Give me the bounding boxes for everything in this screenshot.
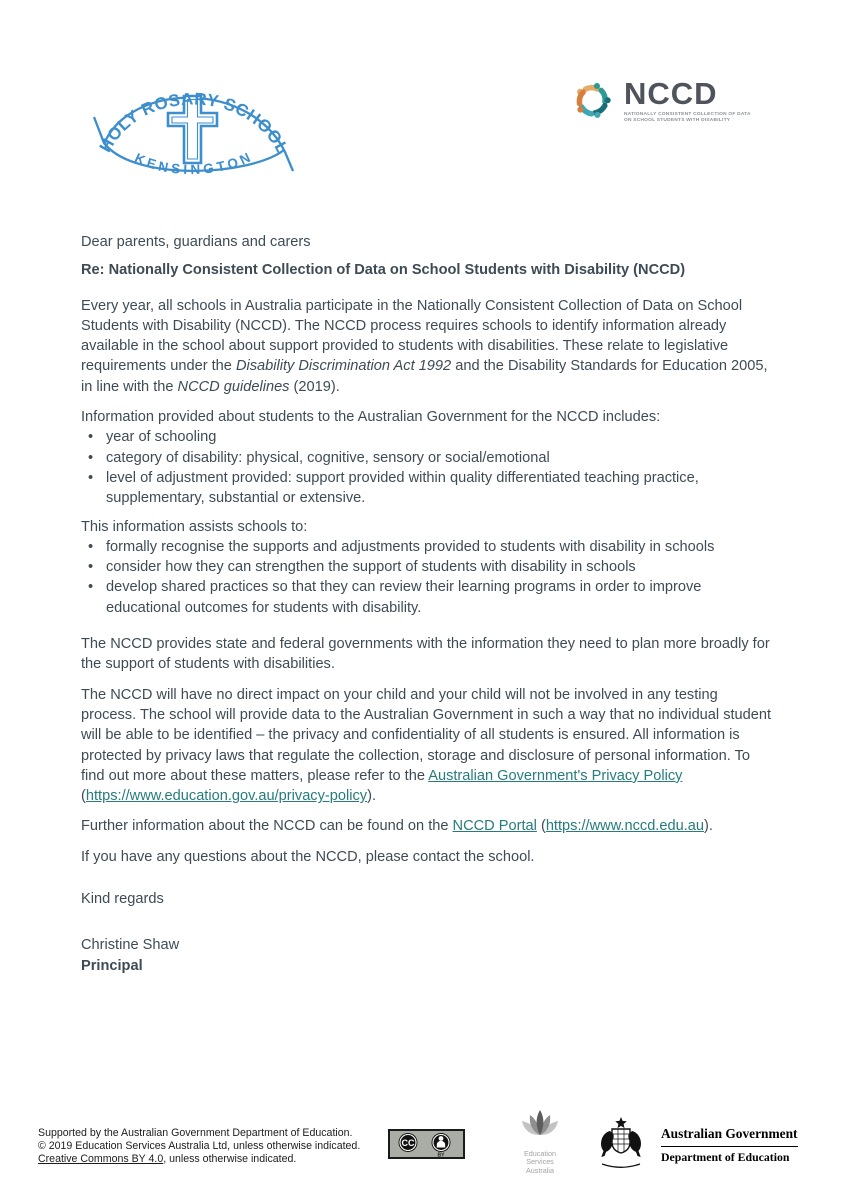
bullet-item (81, 537, 773, 557)
holy-rosary-school-logo (92, 70, 294, 190)
subject-line: Re: Nationally Consistent Collection of Data on School Students with Disability (NCCD) (81, 262, 686, 279)
esa-lotus-icon (519, 1130, 561, 1147)
bullet-list-assists-schools (81, 537, 773, 618)
inline-link[interactable]: https://www.nccd.edu.au (545, 818, 704, 835)
inline-link[interactable]: Creative Commons BY 4.0 (38, 1152, 164, 1165)
school-eye-cross-icon (92, 70, 294, 190)
nccd-tagline-line1: NATIONALLY CONSISTENT COLLECTION OF DATA (624, 112, 751, 117)
creative-commons-by-badge-icon (388, 1129, 465, 1159)
footer-line3 (38, 1153, 368, 1166)
text-segment: (2019). (289, 378, 340, 395)
inline-link[interactable]: https://www.education.gov.au/privacy-policy (85, 788, 368, 805)
salutation: Dear parents, guardians and carers (81, 234, 311, 250)
nccd-tagline-line2: ON SCHOOL STUDENTS WITH DISABILITY (624, 117, 731, 123)
nccd-people-circle-icon (570, 78, 615, 128)
list2-intro: This information assists schools to: (81, 518, 308, 535)
esa-wordmark (496, 1150, 584, 1175)
cc-label: CC (401, 1138, 415, 1148)
text-segment: Further information about the NCCD can be found on the (81, 818, 453, 835)
nccd-acronym: NCCD (624, 76, 718, 111)
text-segment: NCCD guidelines (177, 378, 290, 395)
bullet-icon (81, 448, 106, 468)
esa-line3: Australia (526, 1165, 554, 1175)
by-label: BY (437, 1152, 445, 1159)
paragraph-questions: If you have any questions about the NCCD, please contact the school. (81, 848, 535, 865)
inline-link[interactable]: Australian Government's Privacy Policy (428, 767, 683, 784)
text-segment: ). (367, 788, 376, 805)
education-services-australia-logo (496, 1109, 584, 1175)
school-suburb-arc: KENSINGTON (132, 148, 256, 178)
bullet-item (81, 468, 773, 509)
footer-line1: Supported by the Australian Government Department of Education. (38, 1127, 353, 1139)
signature-name: Christine Shaw (81, 937, 180, 954)
gov-wordmark (661, 1126, 798, 1165)
footer-attribution (38, 1127, 368, 1165)
bullet-item-text: consider how they can strengthen the support of students with disability in schools (106, 559, 636, 576)
closing: Kind regards (81, 891, 164, 908)
australian-government-logo (589, 1115, 798, 1176)
nccd-wordmark (624, 78, 751, 124)
school-name-arc: HOLY ROSARY SCHOOL (95, 89, 293, 158)
gov-line2: Department of Education (661, 1150, 790, 1164)
coat-of-arms-icon (589, 1115, 653, 1176)
bullet-item-text: level of adjustment provided: support provided within quality differentiated teaching practice, supplementary, substantial or extensive. (106, 469, 699, 507)
footer-line2: © 2019 Education Services Australia Ltd, unless otherwise indicated. (38, 1139, 361, 1152)
bullet-item-text: develop shared practices so that they can review their learning programs in order to improve educational outcomes for students with disability. (106, 579, 702, 616)
bullet-item (81, 577, 773, 618)
bullet-icon (81, 468, 106, 509)
bullet-icon (81, 577, 106, 618)
bullet-item (81, 557, 773, 577)
letter-body (81, 232, 773, 986)
bullet-icon (81, 427, 106, 447)
text-segment: Disability Discrimination Act 1992 (235, 358, 452, 375)
bullet-item (81, 448, 773, 468)
paragraph-portal (81, 816, 773, 836)
signature-title: Principal (81, 957, 143, 974)
paragraph-governments: The NCCD provides state and federal governments with the information they need to plan more broadly for the support of students with disabilities. (81, 636, 770, 673)
paragraph-intro (81, 296, 773, 397)
list1-intro: Information provided about students to the Australian Government for the NCCD includes: (81, 409, 661, 426)
esa-line1: Education (524, 1149, 556, 1158)
text-segment: Every year, all schools in Australia participate in the Nationally Consistent Collection of Data on School Students with Disability (NCCD). The NCCD process requires schools to identify information already available in the school about support provided to students with disabilities. These relate to legislative requirements under the (81, 297, 743, 375)
bullet-item-text: year of schooling (106, 429, 217, 446)
bullet-list-nccd-info (81, 427, 773, 508)
gov-line1: Australian Government (661, 1126, 798, 1141)
nccd-tagline (624, 112, 751, 124)
text-segment: The NCCD will have no direct impact on your child and your child will not be involved in any testing process. The school will provide data to the Australian Government in such a way that no individual student will be able to be identified – the privacy and confidentiality of all students is ensured. All information is protected by privacy laws that regulate the collection, storage and disclosure of personal information. To find out more about these matters, please refer to the (81, 686, 772, 784)
text-segment: ( (536, 818, 546, 835)
esa-line2: Services (526, 1157, 554, 1167)
text-segment: , unless otherwise indicated. (163, 1152, 297, 1165)
nccd-logo (570, 78, 751, 128)
text-segment: and the Disability Standards for Education 2005, in line with the (81, 358, 768, 395)
bullet-item-text: category of disability: physical, cognitive, sensory or social/emotional (106, 449, 550, 466)
text-segment: ( (81, 788, 86, 805)
text-segment: ). (704, 818, 713, 835)
paragraph-privacy (81, 685, 773, 807)
inline-link[interactable]: NCCD Portal (452, 818, 537, 835)
gov-divider (661, 1146, 798, 1147)
bullet-item-text: formally recognise the supports and adjustments provided to students with disability in schools (106, 538, 715, 555)
bullet-icon (81, 537, 106, 557)
bullet-icon (81, 557, 106, 577)
bullet-item (81, 427, 773, 447)
